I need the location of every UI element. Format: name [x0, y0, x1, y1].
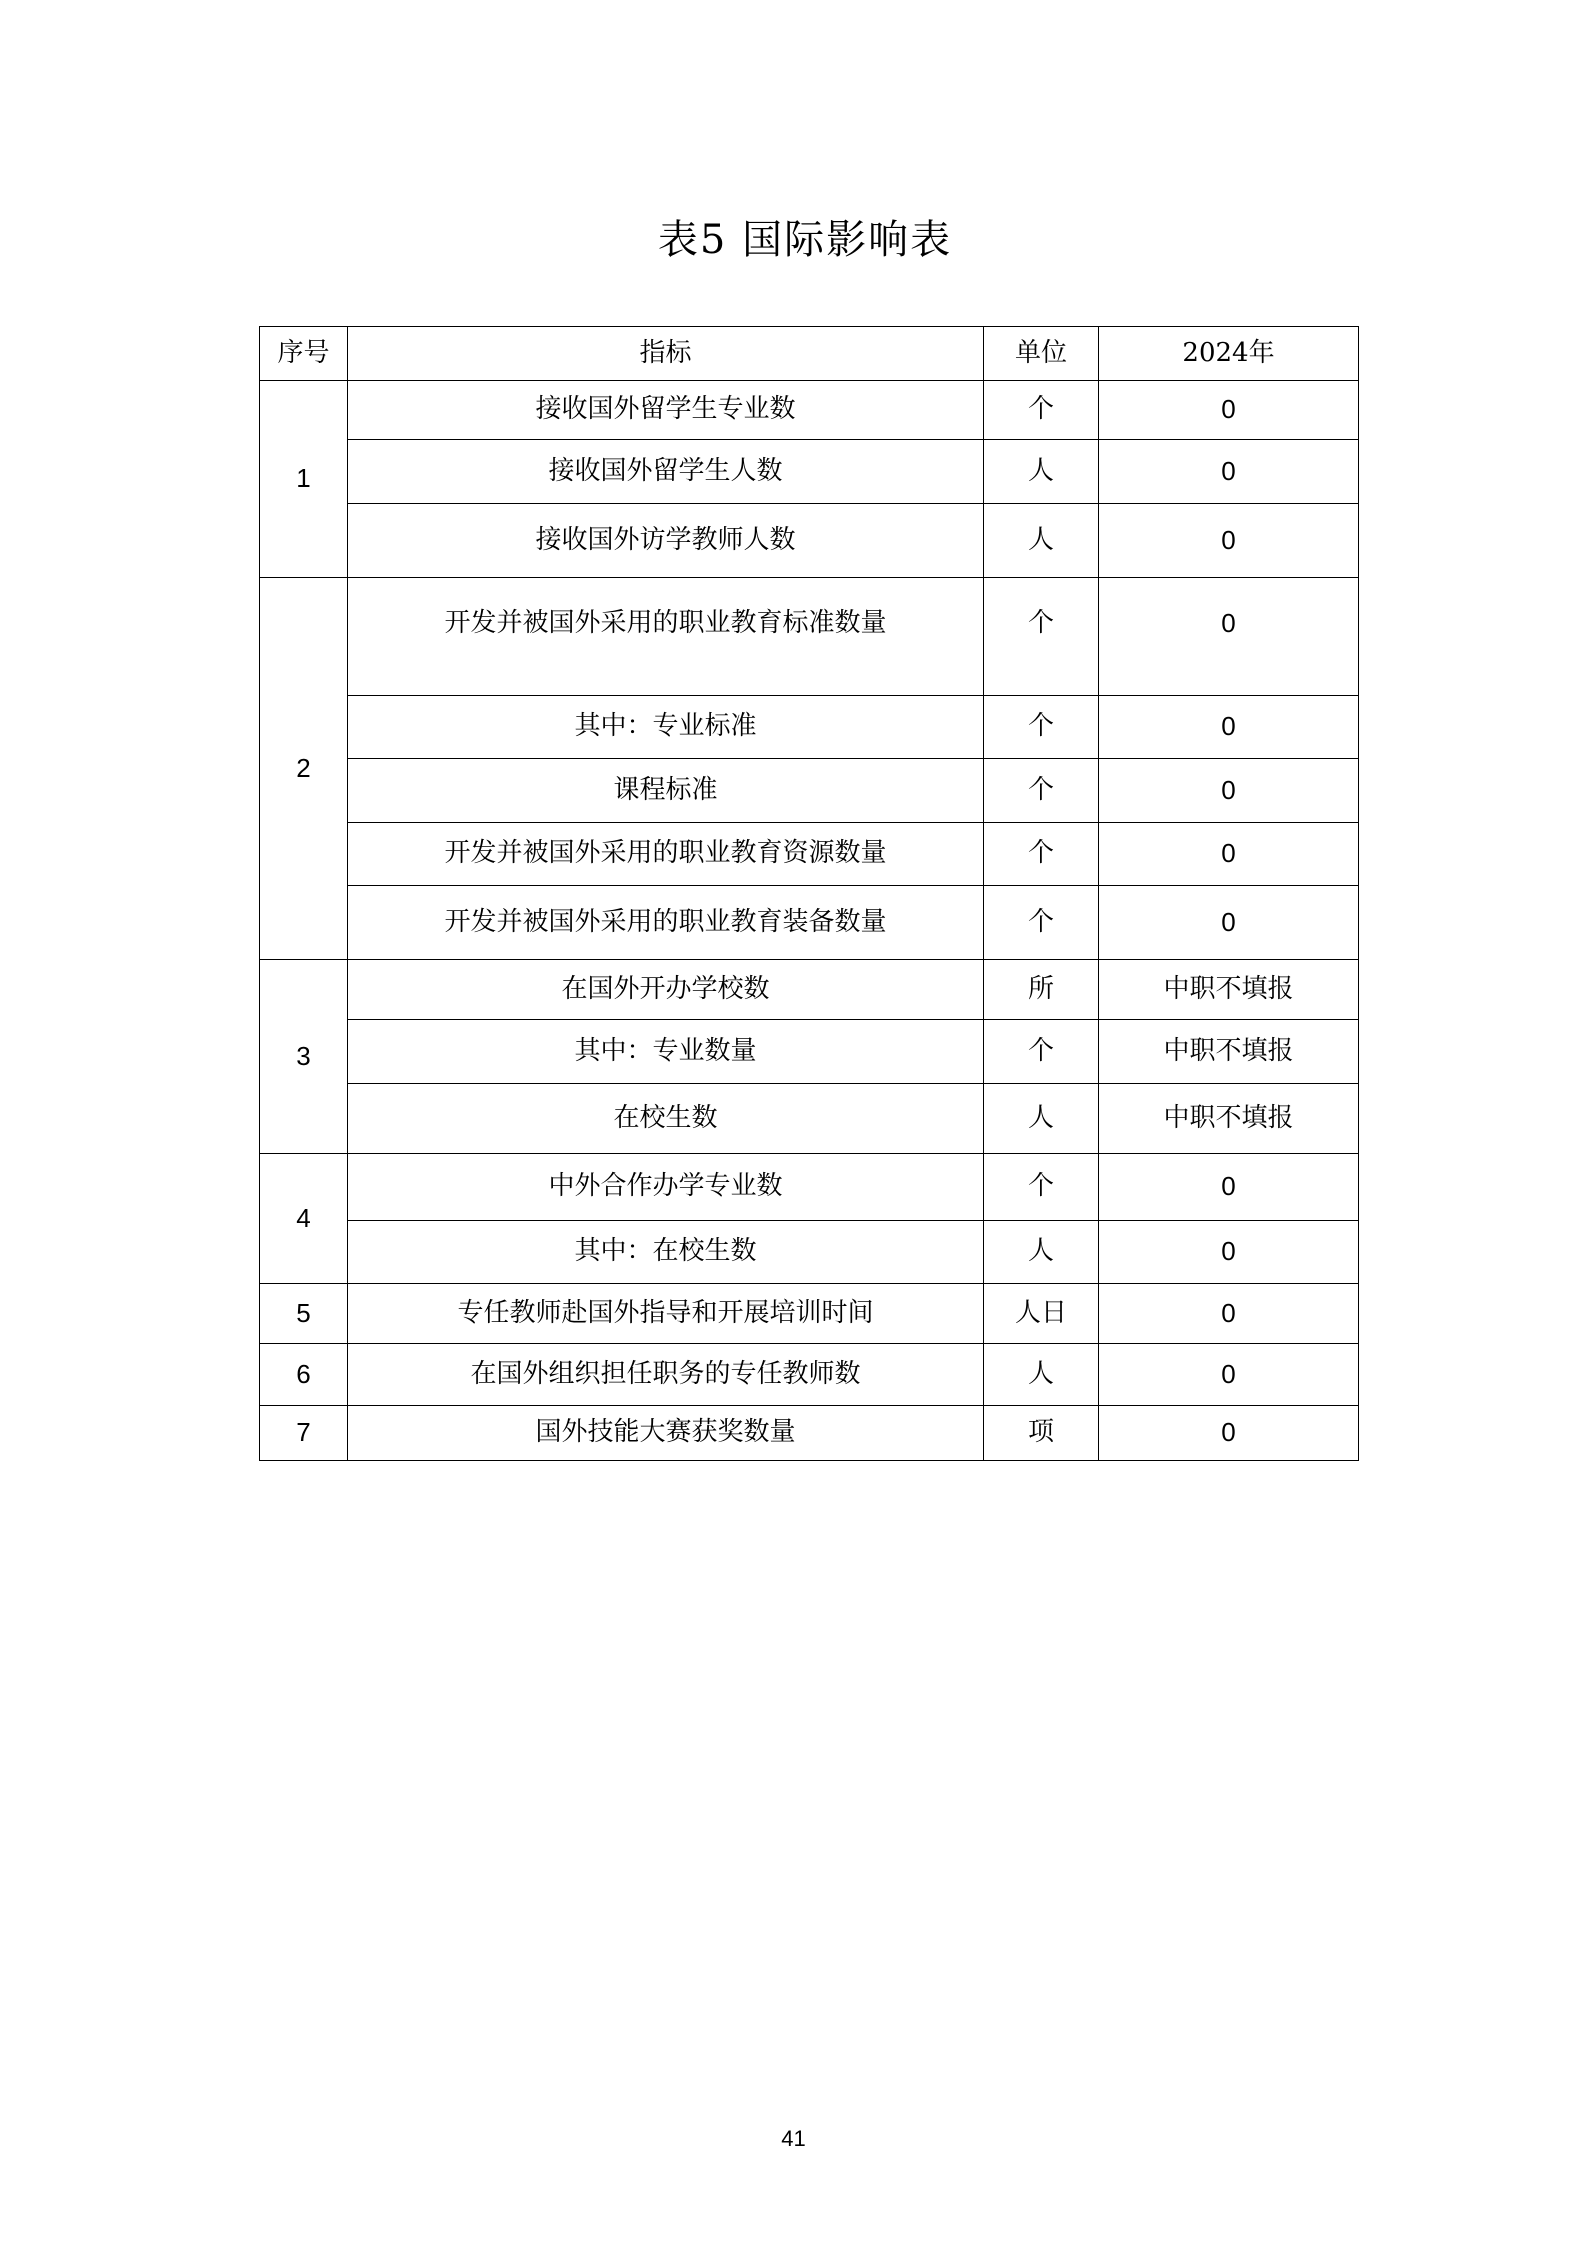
- value-cell: 0: [1099, 1221, 1359, 1284]
- table-row: [260, 960, 1359, 1020]
- indicator-cell: 在国外组织担任职务的专任教师数: [348, 1344, 984, 1406]
- unit-cell: 个: [984, 578, 1099, 696]
- value-cell: 0: [1099, 440, 1359, 504]
- value-cell: 中职不填报: [1099, 1020, 1359, 1084]
- table-row: [260, 381, 1359, 440]
- unit-cell: 人: [984, 440, 1099, 504]
- unit-cell: 个: [984, 886, 1099, 960]
- unit-cell: 人: [984, 1221, 1099, 1284]
- value-cell: 中职不填报: [1099, 960, 1359, 1020]
- unit-cell: 个: [984, 1154, 1099, 1221]
- indicator-cell: 在校生数: [348, 1084, 984, 1154]
- indicator-cell: 其中：专业数量: [348, 1020, 984, 1084]
- value-cell: 中职不填报: [1099, 1084, 1359, 1154]
- table-row: [260, 1020, 1359, 1084]
- value-cell: 0: [1099, 696, 1359, 759]
- table-row: [260, 1344, 1359, 1406]
- value-cell: 0: [1099, 823, 1359, 886]
- table-row: [260, 886, 1359, 960]
- indicator-cell: 在国外开办学校数: [348, 960, 984, 1020]
- unit-cell: 所: [984, 960, 1099, 1020]
- value-cell: 0: [1099, 381, 1359, 440]
- indicator-cell: 专任教师赴国外指导和开展培训时间: [348, 1284, 984, 1344]
- header-year: 2024年: [1099, 327, 1359, 381]
- header-unit: 单位: [984, 327, 1099, 381]
- indicator-cell: 接收国外访学教师人数: [348, 504, 984, 578]
- value-cell: 0: [1099, 886, 1359, 960]
- table-row: [260, 504, 1359, 578]
- seq-cell: 2: [260, 578, 348, 960]
- unit-cell: 个: [984, 696, 1099, 759]
- page-title: 表5 国际影响表: [657, 217, 953, 263]
- indicator-cell: 其中：专业标准: [348, 696, 984, 759]
- indicator-cell: 接收国外留学生人数: [348, 440, 984, 504]
- indicator-cell: 开发并被国外采用的职业教育标准数量: [348, 578, 984, 696]
- table-row: [260, 1154, 1359, 1221]
- value-cell: 0: [1099, 1344, 1359, 1406]
- unit-cell: 人: [984, 1344, 1099, 1406]
- header-seq: 序号: [260, 327, 348, 381]
- page-number: 41: [781, 2126, 806, 2151]
- table-row: [260, 1284, 1359, 1344]
- header-indicator: 指标: [348, 327, 984, 381]
- value-cell: 0: [1099, 759, 1359, 823]
- indicator-cell: 中外合作办学专业数: [348, 1154, 984, 1221]
- table-row: [260, 823, 1359, 886]
- table-row: [260, 1221, 1359, 1284]
- table-row: [260, 696, 1359, 759]
- unit-cell: 个: [984, 381, 1099, 440]
- indicator-cell: 其中：在校生数: [348, 1221, 984, 1284]
- indicator-cell: 开发并被国外采用的职业教育资源数量: [348, 823, 984, 886]
- table-row: [260, 1406, 1359, 1461]
- table-row: [260, 578, 1359, 696]
- indicator-cell: 开发并被国外采用的职业教育装备数量: [348, 886, 984, 960]
- unit-cell: 人: [984, 504, 1099, 578]
- seq-cell: 5: [260, 1284, 348, 1344]
- indicator-cell: 接收国外留学生专业数: [348, 381, 984, 440]
- unit-cell: 个: [984, 759, 1099, 823]
- table-row: [260, 759, 1359, 823]
- table-row: [260, 440, 1359, 504]
- value-cell: 0: [1099, 504, 1359, 578]
- seq-cell: 3: [260, 960, 348, 1154]
- unit-cell: 人: [984, 1084, 1099, 1154]
- indicator-cell: 课程标准: [348, 759, 984, 823]
- unit-cell: 人日: [984, 1284, 1099, 1344]
- value-cell: 0: [1099, 1406, 1359, 1461]
- value-cell: 0: [1099, 578, 1359, 696]
- unit-cell: 项: [984, 1406, 1099, 1461]
- seq-cell: 1: [260, 381, 348, 578]
- seq-cell: 7: [260, 1406, 348, 1461]
- unit-cell: 个: [984, 1020, 1099, 1084]
- unit-cell: 个: [984, 823, 1099, 886]
- indicator-cell: 国外技能大赛获奖数量: [348, 1406, 984, 1461]
- seq-cell: 6: [260, 1344, 348, 1406]
- value-cell: 0: [1099, 1154, 1359, 1221]
- table-header-row: [260, 327, 1359, 381]
- value-cell: 0: [1099, 1284, 1359, 1344]
- table-row: [260, 1084, 1359, 1154]
- seq-cell: 4: [260, 1154, 348, 1284]
- international-influence-table: [259, 326, 1359, 1461]
